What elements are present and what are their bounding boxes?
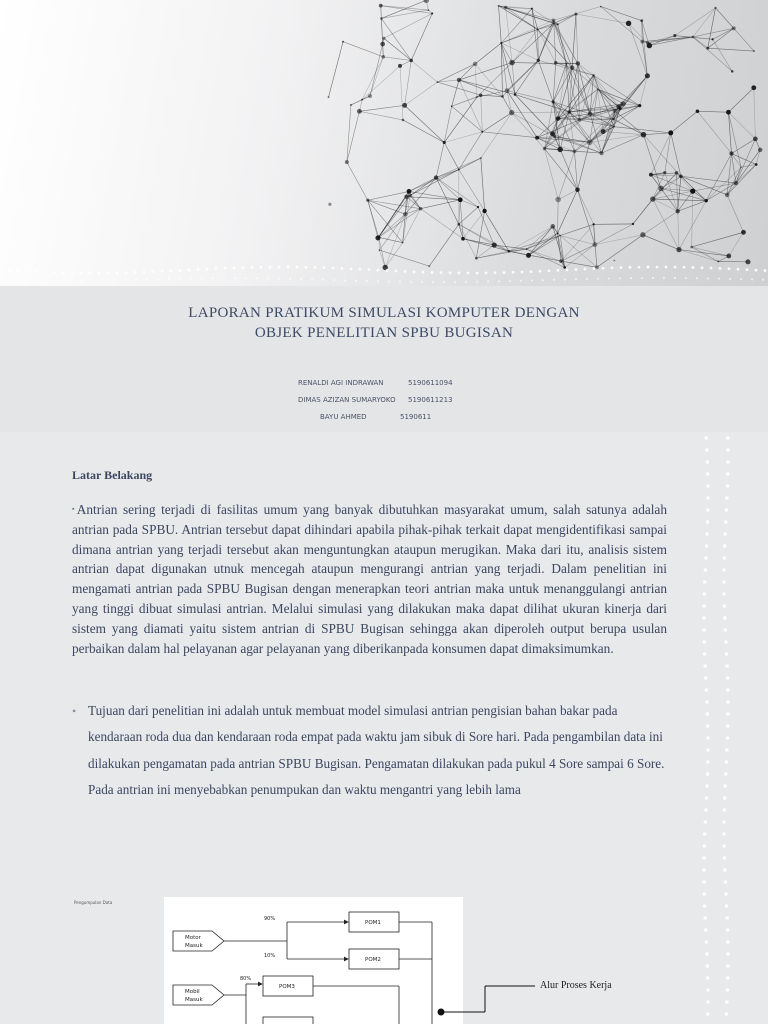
pom3-label: POM3	[279, 984, 295, 990]
bullet-dot-icon: •	[72, 704, 77, 718]
motor-label-2: Masuk	[185, 943, 203, 949]
author-id: 5190611	[400, 413, 432, 421]
network-graphic	[0, 0, 768, 286]
objective-text: Tujuan dari penelitian ini adalah untuk membuat model simulasi antrian pengisian bahan bakar pada kendaraan roda dua dan kendaraan roda empat pada waktu jam sibuk di Sore hari. Pada pengambilan data ini dilakukan pengamatan pada antrian SPBU Bugisan. Pengamatan dilakukan pada pukul 4 Sore sampai 6 Sore. Pada antrian ini menyebabkan penumpukan dan waktu mengantri yang lebih lama	[88, 703, 665, 797]
title-line-1: LAPORAN PRATIKUM SIMULASI KOMPUTER DENGAN	[188, 305, 580, 321]
motor-label-1: Motor	[185, 935, 201, 941]
cover-slide	[0, 0, 768, 432]
section-heading: Latar Belakang	[72, 468, 153, 482]
author-name: DIMAS AZIZAN SUMARYOKO	[298, 396, 396, 404]
pom2-label: POM2	[365, 957, 381, 963]
author-id: 5190611213	[408, 396, 453, 404]
car-label-1: Mobil	[185, 989, 200, 995]
report-title	[0, 303, 768, 343]
background-paragraph-text: Antrian sering terjadi di fasilitas umum yang banyak dibutuhkan masyarakat umum, salah satunya adalah antrian pada SPBU. Antrian tersebut dapat dihindari apabila pihak-pihak terkait dapat mengidentifikasi sampai dimana antrian yang terjadi tersebut akan menguntungkan ataupun merugikan. Maka dari itu, analisis sistem antrian dapat digunakan utnuk mencegah ataupun mengurangi antrian yang terjadi. Dalam penelitian ini mengamati antrian pada SPBU Bugisan dengan menerapkan teori antrian maka untuk menanggulangi antrian yang tinggi dibuat simulasi antrian. Melalui simulasi yang dilakukan maka dapat dilihat ukuran kinerja dari sistem yang diamati yaitu sistem antrian di SPBU Bugisan sehingga akan diperoleh output berupa usulan perbaikan dalam hal pelayanan agar pelayanan yang diberikanpada konsumen dapat dimaksimumkan.	[72, 502, 667, 656]
author-list	[298, 375, 498, 426]
pct-top-label: 90%	[264, 916, 276, 922]
background-slide	[0, 432, 768, 1024]
flowchart-svg	[164, 897, 463, 1024]
author-name: RENALDI AGI INDRAWAN	[298, 379, 384, 387]
author-name: BAYU AHMED	[320, 413, 367, 421]
network-banner	[0, 0, 768, 286]
car-label-2: Masuk	[185, 997, 203, 1003]
square-bullet-icon: ▪	[72, 505, 77, 513]
pom1-label: POM1	[365, 920, 381, 926]
flow-label-connector	[437, 982, 537, 1022]
data-collection-label: Pengumpulan Data	[74, 900, 113, 905]
background-paragraph	[72, 500, 667, 658]
flow-process-label: Alur Proses Kerja	[540, 980, 612, 991]
author-row	[298, 409, 498, 426]
pct-mid-label: 10%	[264, 953, 276, 959]
pct-car-label: 80%	[240, 976, 252, 982]
process-flowchart	[164, 897, 463, 1024]
author-row	[298, 392, 498, 409]
decorative-dot-columns	[700, 432, 740, 1024]
title-line-2: OBJEK PENELITIAN SPBU BUGISAN	[254, 325, 514, 341]
author-id: 5190611094	[408, 379, 453, 387]
author-row	[298, 375, 498, 392]
